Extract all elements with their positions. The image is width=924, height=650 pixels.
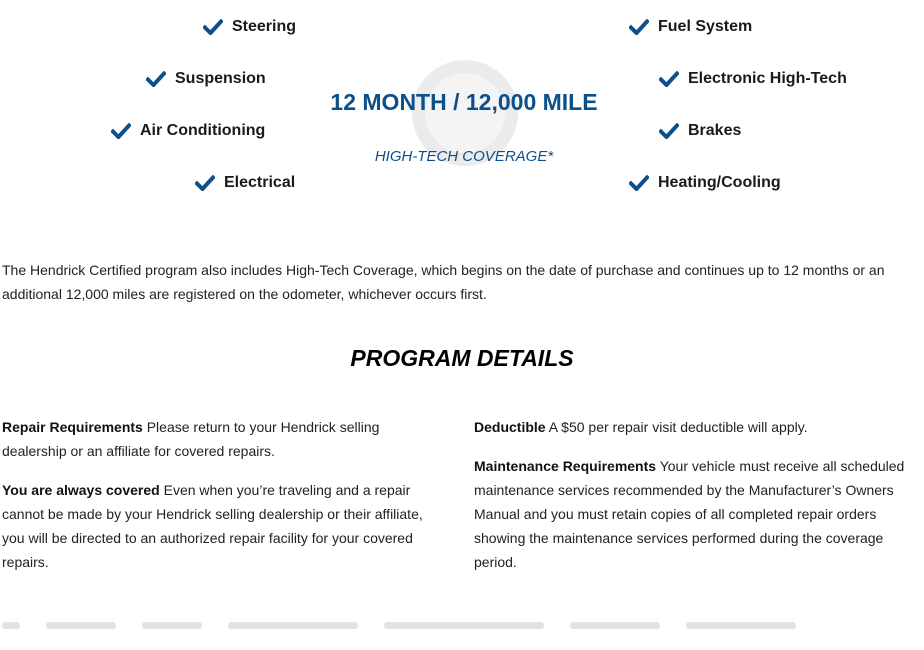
feature-steering	[203, 15, 296, 39]
feature-label: Heating/Cooling	[658, 174, 781, 191]
feature-fuel-system	[629, 15, 752, 39]
detail-heading: Repair Requirements	[2, 419, 143, 435]
detail-heading: Deductible	[474, 419, 546, 435]
coverage-badge	[330, 58, 598, 178]
feature-electronic-high-tech	[659, 67, 847, 91]
feature-brakes	[659, 119, 741, 143]
checkmark-icon	[111, 123, 131, 139]
detail-text: Please return to your Hendrick selling dealership or an affiliate for covered repairs.	[2, 419, 380, 459]
checkmark-icon	[629, 19, 649, 35]
feature-label: Fuel System	[658, 18, 753, 35]
detail-text: A $50 per repair visit deductible will apply.	[548, 419, 808, 435]
checkmark-icon	[146, 71, 166, 87]
coverage-headline: 12 MONTH / 12,000 MILE	[330, 89, 598, 115]
feature-suspension	[146, 67, 266, 91]
feature-label: Electrical	[224, 174, 296, 191]
feature-label: Brakes	[688, 122, 742, 139]
coverage-subtitle: HIGH-TECH COVERAGE*	[374, 148, 554, 165]
detail-text: Your vehicle must receive all scheduled maintenance services recommended by the Manufacturer’s Owners Manual and you must retain copies of all completed repair orders showing the maintenance services performed during the coverage period.	[474, 458, 905, 570]
checkmark-icon	[203, 19, 223, 35]
detail-deductible	[474, 415, 920, 439]
detail-maintenance-requirements	[474, 454, 920, 574]
feature-heating-cooling	[629, 171, 781, 195]
feature-electrical	[195, 171, 295, 195]
program-details-left-column	[2, 415, 444, 589]
feature-label: Suspension	[175, 70, 266, 87]
checkmark-icon	[659, 71, 679, 87]
feature-label: Steering	[232, 18, 297, 35]
program-details-title: PROGRAM DETAILS	[350, 345, 574, 371]
detail-text: Even when you’re traveling and a repair cannot be made by your Hendrick selling dealership or their affiliate, you will be directed to an authorized repair facility for your covered repairs.	[2, 482, 423, 570]
checkmark-icon	[195, 175, 215, 191]
program-details-right-column	[474, 415, 920, 589]
feature-label: Electronic High-Tech	[688, 70, 847, 87]
detail-heading: You are always covered	[2, 482, 160, 498]
detail-always-covered	[2, 478, 444, 574]
intro-paragraph: The Hendrick Certified program also includes High-Tech Coverage, which begins on the date of purchase and continues up to 12 months or an additional 12,000 miles are registered on the odometer, whichever occurs first.	[2, 262, 885, 302]
feature-air-conditioning	[111, 119, 265, 143]
detail-repair-requirements	[2, 415, 444, 463]
faded-content-row	[2, 616, 902, 634]
detail-heading: Maintenance Requirements	[474, 458, 657, 474]
feature-label: Air Conditioning	[140, 122, 266, 139]
checkmark-icon	[659, 123, 679, 139]
checkmark-icon	[629, 175, 649, 191]
